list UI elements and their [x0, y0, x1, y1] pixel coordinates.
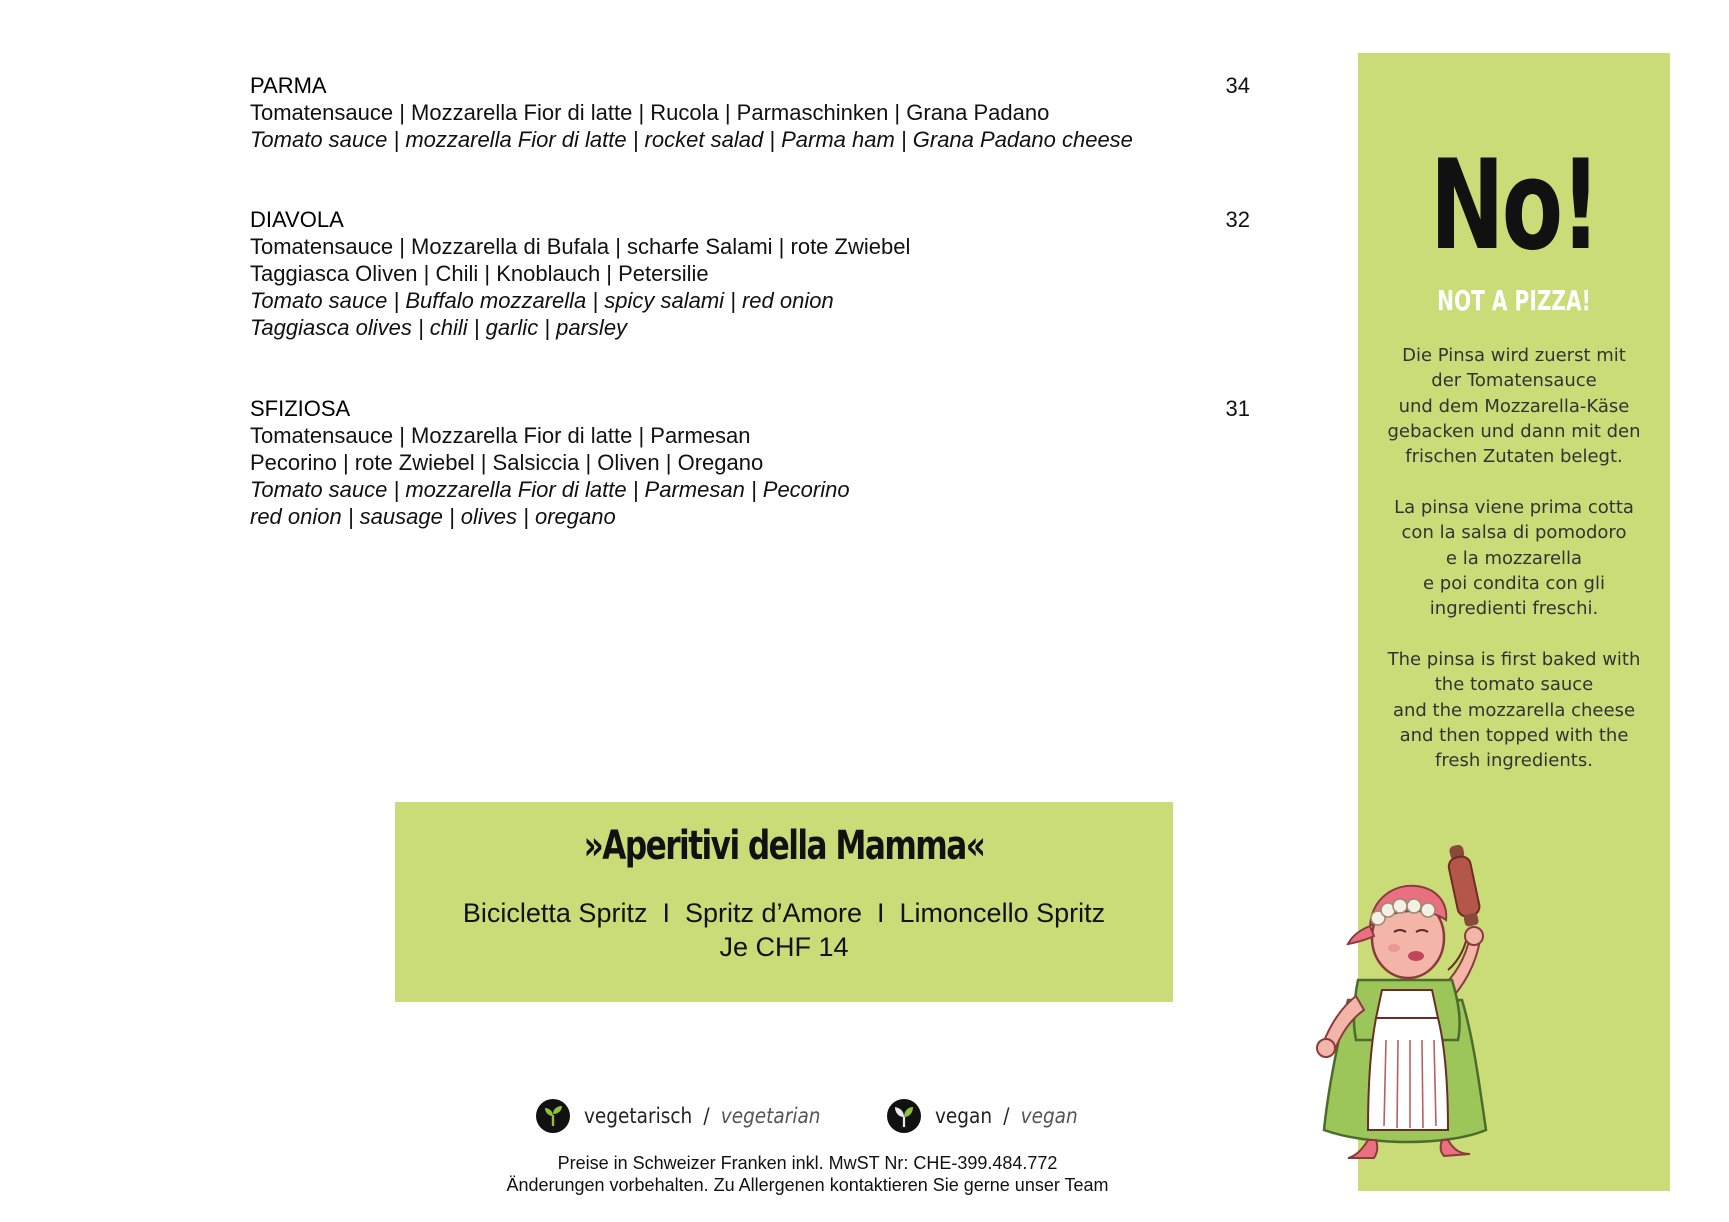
sidebar-subheadline: NOT A PIZZA!: [1437, 284, 1591, 317]
paragraph-line: gebacken und dann mit den: [1387, 420, 1641, 442]
menu-item-parma: [250, 72, 1250, 153]
paragraph-line: con la salsa di pomodoro: [1401, 522, 1627, 544]
item-ingredients-de: Tomatensauce | Mozzarella Fior di latte | Rucola | Parmaschinken | Grana Padano: [250, 100, 1050, 125]
sidebar-headline: No!: [1429, 134, 1599, 278]
paragraph-line: fresh ingredients.: [1435, 750, 1593, 772]
item-ingredients-de: Tomatensauce | Mozzarella di Bufala | scharfe Salami | rote Zwiebel: [250, 234, 911, 259]
footer-line-allergens: Änderungen vorbehalten. Zu Allergenen kontaktieren Sie gerne unser Team: [506, 1175, 1109, 1195]
item-ingredients-en: Tomato sauce | mozzarella Fior di latte | Parmesan | Pecorino: [250, 477, 850, 502]
sidebar-paragraph-it: [1358, 495, 1670, 621]
item-ingredients-de: Taggiasca Oliven | Chili | Knoblauch | Petersilie: [250, 261, 709, 286]
legend-vegan-de: vegan: [934, 1104, 992, 1128]
legend-vegetarian-de: vegetarisch: [584, 1104, 693, 1128]
item-price: 31: [1225, 396, 1250, 421]
aperitivi-list: Bicicletta Spritz I Spritz d’Amore I Limoncello Spritz: [462, 898, 1106, 928]
legend-separator: /: [1003, 1104, 1010, 1128]
aperitivi-title: »Aperitivi della Mamma«: [583, 823, 985, 869]
sprout-icon: [536, 1099, 570, 1133]
paragraph-line: La pinsa viene prima cotta: [1394, 497, 1634, 518]
item-ingredients-de: Pecorino | rote Zwiebel | Salsiccia | Oliven | Oregano: [250, 450, 764, 475]
legend-separator: /: [703, 1104, 710, 1128]
legend-vegetarian: [536, 1099, 853, 1133]
sidebar-paragraph-de: [1358, 343, 1670, 469]
item-ingredients-en: Tomato sauce | Buffalo mozzarella | spicy salami | red onion: [250, 288, 834, 313]
footer-line-prices: Preise in Schweizer Franken inkl. MwST Nr: CHE-399.484.772: [557, 1153, 1058, 1173]
paragraph-line: the tomato sauce: [1434, 674, 1594, 696]
item-price: 32: [1225, 207, 1250, 232]
paragraph-line: der Tomatensauce: [1431, 370, 1597, 392]
item-name: PARMA: [250, 73, 327, 98]
footer-note: [395, 1152, 1220, 1196]
paragraph-line: Die Pinsa wird zuerst mit: [1402, 345, 1626, 366]
legend-vegetarian-en: vegetarian: [720, 1104, 821, 1128]
menu-item-diavola: [250, 206, 1250, 341]
sidebar-paragraph-en: [1358, 647, 1670, 773]
vegan-leaf-icon: [887, 1099, 921, 1133]
mamma-chef-illustration: [1298, 840, 1518, 1160]
item-ingredients-en: red onion | sausage | olives | oregano: [250, 504, 616, 529]
menu-item-sfiziosa: [250, 395, 1250, 530]
item-ingredients-en: Tomato sauce | mozzarella Fior di latte | rocket salad | Parma ham | Grana Padano cheese: [250, 127, 1133, 152]
paragraph-line: e poi condita con gli: [1423, 572, 1605, 594]
paragraph-line: ingredienti freschi.: [1429, 598, 1599, 620]
item-ingredients-de: Tomatensauce | Mozzarella Fior di latte | Parmesan: [250, 423, 751, 448]
aperitivi-box: [395, 802, 1173, 1002]
item-ingredients-en: Taggiasca olives | chili | garlic | parsley: [250, 315, 628, 340]
paragraph-line: und dem Mozzarella-Käse: [1398, 395, 1630, 417]
legend-vegan-en: vegan: [1020, 1104, 1078, 1128]
item-name: DIAVOLA: [250, 207, 344, 232]
item-price: 34: [1225, 73, 1250, 98]
legend-vegan: [887, 1099, 1097, 1133]
diet-legend: [536, 1096, 1131, 1136]
aperitivi-price: Je CHF 14: [719, 932, 849, 962]
paragraph-line: e la mozzarella: [1445, 547, 1583, 569]
item-name: SFIZIOSA: [250, 396, 351, 421]
paragraph-line: and the mozzarella cheese: [1392, 699, 1636, 721]
paragraph-line: frischen Zutaten belegt.: [1405, 446, 1623, 468]
paragraph-line: The pinsa is first baked with: [1387, 649, 1641, 670]
paragraph-line: and then topped with the: [1399, 724, 1629, 746]
